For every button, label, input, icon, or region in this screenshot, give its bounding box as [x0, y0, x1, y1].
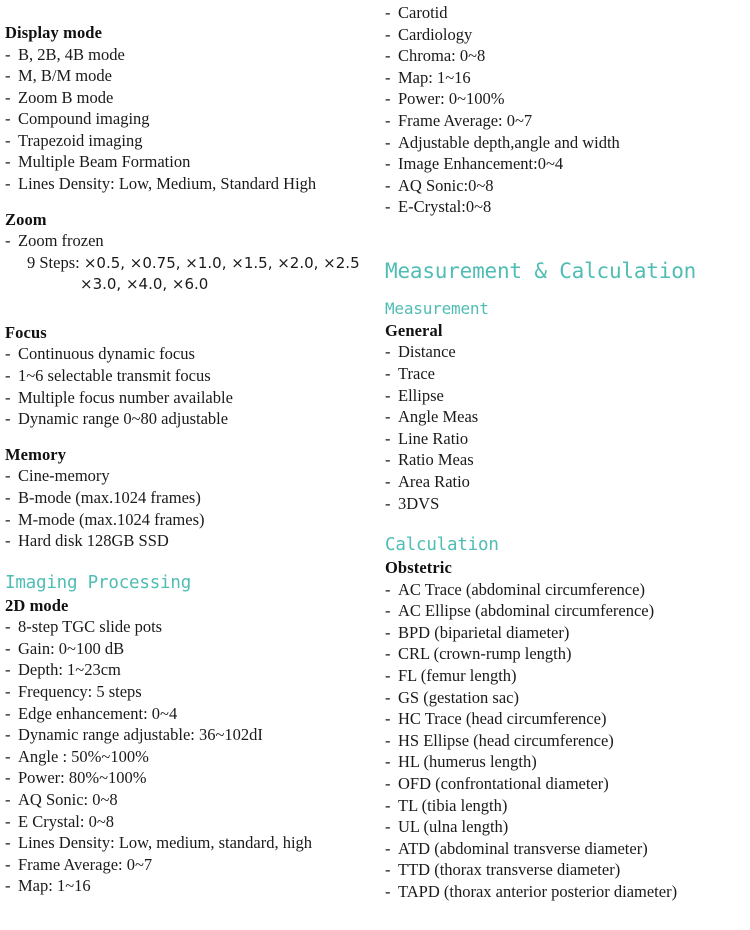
list-item-label: E-Crystal:0~8: [398, 197, 492, 217]
bullet-dash: -: [5, 768, 11, 788]
section-measurement: [385, 298, 750, 514]
bullet-dash: -: [5, 876, 11, 896]
list-item-label: Frequency: 5 steps: [18, 681, 142, 701]
section-calculation: [385, 534, 750, 902]
list-item-label: Image Enhancement:0~4: [398, 154, 564, 174]
list-item: [385, 153, 750, 175]
list-item: [385, 471, 750, 493]
list-item-label: Map: 1~16: [398, 67, 471, 87]
list-item-label: UL (ulna length): [398, 817, 509, 837]
list-item: [385, 2, 750, 24]
list-item: [385, 773, 750, 795]
bullet-dash: -: [385, 132, 391, 152]
list-measurement-general: [385, 341, 750, 514]
heading-calculation: Calculation: [385, 535, 499, 556]
list-item: [385, 175, 750, 197]
list-display-mode: [5, 44, 375, 195]
list-item-label: AQ Sonic:0~8: [398, 175, 494, 195]
list-item-label: AC Trace (abdominal circumference): [398, 579, 645, 599]
list-item: [5, 173, 375, 195]
bullet-dash: -: [5, 174, 11, 194]
list-item: [385, 341, 750, 363]
list-item: [5, 724, 375, 746]
list-item-label: Depth: 1~23cm: [18, 660, 121, 680]
list-item: [5, 108, 375, 130]
list-item: [385, 493, 750, 515]
spacer: [385, 244, 750, 258]
list-item: [5, 681, 375, 703]
list-item: [385, 881, 750, 903]
bullet-dash: -: [385, 407, 391, 427]
list-item: [5, 44, 375, 66]
list-item-label: HS Ellipse (head circumference): [398, 730, 614, 750]
list-item: [5, 659, 375, 681]
heading-measurement-calculation: Measurement & Calculation: [385, 258, 697, 283]
right-column: [375, 0, 750, 930]
heading-zoom: Zoom: [5, 209, 47, 229]
list-item-label: CRL (crown-rump length): [398, 644, 572, 664]
list-item-label: B-mode (max.1024 frames): [18, 487, 201, 507]
list-item: [5, 230, 375, 252]
list-item-label: 8-step TGC slide pots: [18, 617, 163, 637]
bullet-dash: -: [5, 509, 11, 529]
list-item: [385, 730, 750, 752]
list-item-label: TAPD (thorax anterior posterior diameter): [398, 882, 678, 901]
list-item: [385, 751, 750, 773]
list-item-label: Dynamic range 0~80 adjustable: [18, 409, 229, 429]
list-item: [5, 767, 375, 789]
list-item: [385, 449, 750, 471]
list-item: [5, 151, 375, 173]
heading-measurement: Measurement: [385, 298, 489, 318]
section-display-mode: [5, 22, 375, 195]
bullet-dash: -: [385, 364, 391, 384]
list-item-label: Adjustable depth,angle and width: [398, 132, 620, 152]
list-item-label: B, 2B, 4B mode: [18, 44, 125, 64]
list-item: [385, 795, 750, 817]
list-item-label: Continuous dynamic focus: [18, 344, 195, 364]
list-item: [5, 465, 375, 487]
list-item-label: Multiple focus number available: [18, 387, 233, 407]
bullet-dash: -: [385, 774, 391, 794]
list-item: [385, 643, 750, 665]
list-item: [385, 816, 750, 838]
bullet-dash: -: [5, 66, 11, 86]
list-item: [5, 509, 375, 531]
bullet-dash: -: [385, 687, 391, 707]
bullet-dash: -: [385, 709, 391, 729]
list-item-label: Frame Average: 0~7: [18, 854, 153, 874]
zoom-steps-line-2: ×3.0, ×4.0, ×6.0: [80, 275, 209, 294]
list-item: [5, 832, 375, 854]
bullet-dash: -: [5, 725, 11, 745]
list-item: [385, 45, 750, 67]
spacer: [5, 296, 375, 322]
list-item-label: Compound imaging: [18, 109, 150, 129]
bullet-dash: -: [5, 87, 11, 107]
list-item-label: Zoom B mode: [18, 87, 114, 107]
bullet-dash: -: [5, 811, 11, 831]
section-memory: [5, 444, 375, 552]
bullet-dash: -: [5, 130, 11, 150]
list-item-label: 3DVS: [398, 493, 440, 513]
list-item: [385, 622, 750, 644]
list-item: [385, 579, 750, 601]
spacer: [5, 552, 375, 572]
bullet-dash: -: [385, 110, 391, 130]
list-item-label: TL (tibia length): [398, 795, 508, 815]
list-item-label: Carotid: [398, 3, 448, 22]
list-item: [5, 487, 375, 509]
bullet-dash: -: [385, 493, 391, 513]
list-item: [385, 24, 750, 46]
bullet-dash: -: [385, 795, 391, 815]
list-item-label: Zoom frozen: [18, 231, 104, 251]
spacer: [385, 218, 750, 244]
list-item-label: 1~6 selectable transmit focus: [18, 366, 211, 386]
list-item: [5, 130, 375, 152]
heading-imaging-processing: Imaging Processing: [5, 572, 192, 593]
subheading-obstetric: Obstetric: [385, 558, 452, 578]
list-item: [385, 132, 750, 154]
list-imaging-processing: [5, 616, 375, 897]
list-item-label: M-mode (max.1024 frames): [18, 509, 205, 529]
bullet-dash: -: [5, 152, 11, 172]
list-item-label: BPD (biparietal diameter): [398, 622, 570, 642]
list-item-label: FL (femur length): [398, 666, 517, 686]
section-zoom: [5, 209, 375, 296]
list-item: [385, 687, 750, 709]
zoom-steps-values-1: ×0.5, ×0.75, ×1.0, ×1.5, ×2.0, ×2.5: [83, 253, 360, 272]
bullet-dash: -: [5, 366, 11, 386]
bullet-dash: -: [385, 450, 391, 470]
list-item-label: Map: 1~16: [18, 876, 91, 896]
bullet-dash: -: [5, 617, 11, 637]
list-item-label: Frame Average: 0~7: [398, 110, 533, 130]
list-item: [5, 746, 375, 768]
list-item: [385, 196, 750, 218]
bullet-dash: -: [385, 342, 391, 362]
bullet-dash: -: [5, 344, 11, 364]
list-item-label: Cardiology: [398, 24, 473, 44]
list-item-label: GS (gestation sac): [398, 687, 519, 707]
list-item: [5, 811, 375, 833]
bullet-dash: -: [385, 644, 391, 664]
list-item-label: Multiple Beam Formation: [18, 152, 191, 172]
list-item: [385, 363, 750, 385]
bullet-dash: -: [5, 660, 11, 680]
list-item-label: Ellipse: [398, 385, 444, 405]
bullet-dash: -: [385, 817, 391, 837]
list-item: [385, 838, 750, 860]
bullet-dash: -: [5, 789, 11, 809]
spacer: [385, 284, 750, 298]
subheading-2d-mode: 2D mode: [5, 595, 69, 615]
list-item: [5, 789, 375, 811]
list-item-label: Angle : 50%~100%: [18, 746, 149, 766]
bullet-dash: -: [385, 752, 391, 772]
list-item: [5, 343, 375, 365]
list-item-label: Hard disk 128GB SSD: [18, 531, 169, 551]
bullet-dash: -: [385, 428, 391, 448]
bullet-dash: -: [5, 44, 11, 64]
list-item: [385, 110, 750, 132]
list-item: [5, 703, 375, 725]
bullet-dash: -: [385, 197, 391, 217]
list-item-label: OFD (confrontational diameter): [398, 774, 609, 794]
bullet-dash: -: [5, 833, 11, 853]
list-item-label: Lines Density: Low, Medium, Standard High: [18, 174, 317, 194]
bullet-dash: -: [5, 531, 11, 551]
list-item-label: Edge enhancement: 0~4: [18, 703, 178, 723]
bullet-dash: -: [5, 409, 11, 429]
list-item: [5, 875, 375, 897]
bullet-dash: -: [5, 466, 11, 486]
bullet-dash: -: [385, 472, 391, 491]
bullet-dash: -: [385, 622, 391, 642]
bullet-dash: -: [385, 89, 391, 109]
zoom-steps-label: 9 Steps:: [27, 252, 80, 272]
list-memory: [5, 465, 375, 551]
list-item-label: Dynamic range adjustable: 36~102dI: [18, 725, 263, 745]
list-item-label: Power: 80%~100%: [18, 768, 147, 788]
list-item: [5, 408, 375, 430]
list-calculation-obstetric: [385, 579, 750, 903]
list-item: [385, 665, 750, 687]
spacer: [5, 195, 375, 209]
list-item-label: M, B/M mode: [18, 66, 112, 86]
bullet-dash: -: [385, 666, 391, 686]
list-item-label: ATD (abdominal transverse diameter): [398, 838, 648, 858]
bullet-dash: -: [385, 67, 391, 87]
list-item: [385, 859, 750, 881]
list-item-label: Power: 0~100%: [398, 89, 505, 109]
list-item-label: Ratio Meas: [398, 450, 474, 470]
list-item-label: E Crystal: 0~8: [18, 811, 115, 831]
bullet-dash: -: [385, 860, 391, 880]
bullet-dash: -: [5, 109, 11, 129]
list-item: [385, 88, 750, 110]
list-item-label: Chroma: 0~8: [398, 46, 486, 66]
bullet-dash: -: [5, 231, 11, 251]
list-continued-imaging: [385, 2, 750, 218]
list-item: [385, 600, 750, 622]
subheading-general: General: [385, 320, 443, 340]
section-focus: [5, 322, 375, 430]
list-item: [385, 385, 750, 407]
bullet-dash: -: [5, 703, 11, 723]
list-item: [385, 428, 750, 450]
spacer: [385, 514, 750, 534]
bullet-dash: -: [385, 154, 391, 174]
list-item: [5, 638, 375, 660]
bullet-dash: -: [385, 175, 391, 195]
heading-display-mode: Display mode: [5, 23, 103, 42]
list-item: [5, 616, 375, 638]
bullet-dash: -: [5, 387, 11, 407]
list-zoom: [5, 230, 375, 252]
list-item-label: HC Trace (head circumference): [398, 709, 607, 729]
zoom-steps-line-1: [5, 252, 375, 275]
list-item-label: Line Ratio: [398, 428, 469, 448]
list-item-label: Area Ratio: [398, 472, 470, 491]
list-item-label: Trapezoid imaging: [18, 130, 143, 150]
bullet-dash: -: [5, 638, 11, 658]
list-item: [385, 67, 750, 89]
list-item-label: Angle Meas: [398, 407, 479, 427]
list-item-label: AC Ellipse (abdominal circumference): [398, 601, 655, 621]
bullet-dash: -: [5, 681, 11, 701]
list-item-label: Gain: 0~100 dB: [18, 638, 125, 658]
bullet-dash: -: [385, 730, 391, 750]
section-imaging-processing: [5, 572, 375, 897]
bullet-dash: -: [5, 487, 11, 507]
list-item-label: TTD (thorax transverse diameter): [398, 860, 621, 880]
list-item-label: AQ Sonic: 0~8: [18, 789, 118, 809]
bullet-dash: -: [385, 838, 391, 858]
heading-focus: Focus: [5, 322, 47, 342]
list-item: [385, 406, 750, 428]
bullet-dash: -: [385, 24, 391, 44]
list-item: [5, 387, 375, 409]
bullet-dash: -: [385, 3, 391, 22]
list-item-label: Trace: [398, 364, 435, 384]
bullet-dash: -: [385, 385, 391, 405]
list-item: [5, 530, 375, 552]
list-item: [5, 365, 375, 387]
bullet-dash: -: [385, 579, 391, 599]
list-item: [5, 65, 375, 87]
list-item-label: HL (humerus length): [398, 752, 537, 772]
bullet-dash: -: [385, 46, 391, 66]
bullet-dash: -: [385, 601, 391, 621]
list-item-label: Cine-memory: [18, 466, 110, 486]
list-item-label: Distance: [398, 342, 456, 362]
list-item: [5, 854, 375, 876]
bullet-dash: -: [5, 854, 11, 874]
spacer: [5, 430, 375, 444]
list-focus: [5, 343, 375, 429]
list-item: [385, 708, 750, 730]
bullet-dash: -: [5, 746, 11, 766]
list-item-label: Lines Density: Low, medium, standard, high: [18, 833, 313, 853]
list-item: [5, 87, 375, 109]
heading-memory: Memory: [5, 444, 67, 464]
bullet-dash: -: [385, 882, 391, 901]
